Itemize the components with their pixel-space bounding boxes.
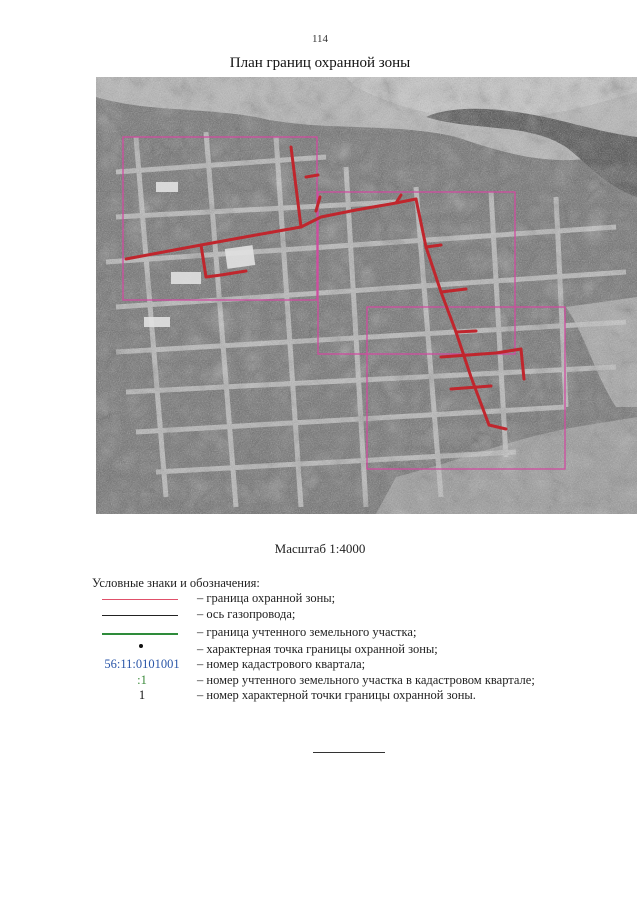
legend-desc: – номер учтенного земельного участка в кадастровом квартале; bbox=[197, 673, 535, 687]
legend-title: Условные знаки и обозначения: bbox=[92, 576, 260, 590]
land-plot-number-sample: :1 bbox=[137, 673, 147, 687]
legend-item-point-number bbox=[92, 689, 612, 703]
point-number-sample: 1 bbox=[138, 688, 146, 702]
legend-item-pipeline-axis bbox=[92, 608, 612, 622]
legend-item-cadastral-quarter bbox=[92, 658, 612, 672]
legend-item-zone-boundary bbox=[92, 592, 612, 606]
map-scale: Масштаб 1:4000 bbox=[274, 541, 366, 556]
pink-line-icon bbox=[102, 599, 178, 600]
aerial-map bbox=[96, 77, 637, 514]
bottom-divider bbox=[313, 752, 385, 753]
legend-item-characteristic-point bbox=[92, 643, 612, 657]
page-title: План границ охранной зоны bbox=[229, 55, 411, 71]
black-line-icon bbox=[102, 615, 178, 616]
legend-item-land-plot bbox=[92, 626, 612, 640]
green-line-icon bbox=[102, 633, 178, 635]
legend-desc: – ось газопровода; bbox=[197, 607, 296, 621]
cadastral-quarter-sample: 56:11:0101001 bbox=[104, 657, 180, 671]
legend-desc: – характерная точка границы охранной зоны; bbox=[197, 642, 438, 656]
map-drawing bbox=[96, 77, 637, 514]
page-number: 114 bbox=[311, 33, 329, 45]
legend-desc: – номер кадастрового квартала; bbox=[197, 657, 366, 671]
legend-desc: – номер характерной точки границы охранной зоны. bbox=[197, 688, 476, 702]
legend-item-land-plot-number bbox=[92, 674, 612, 688]
legend-desc: – граница охранной зоны; bbox=[197, 591, 336, 605]
dot-icon bbox=[139, 644, 143, 648]
legend-desc: – граница учтенного земельного участка; bbox=[197, 625, 417, 639]
